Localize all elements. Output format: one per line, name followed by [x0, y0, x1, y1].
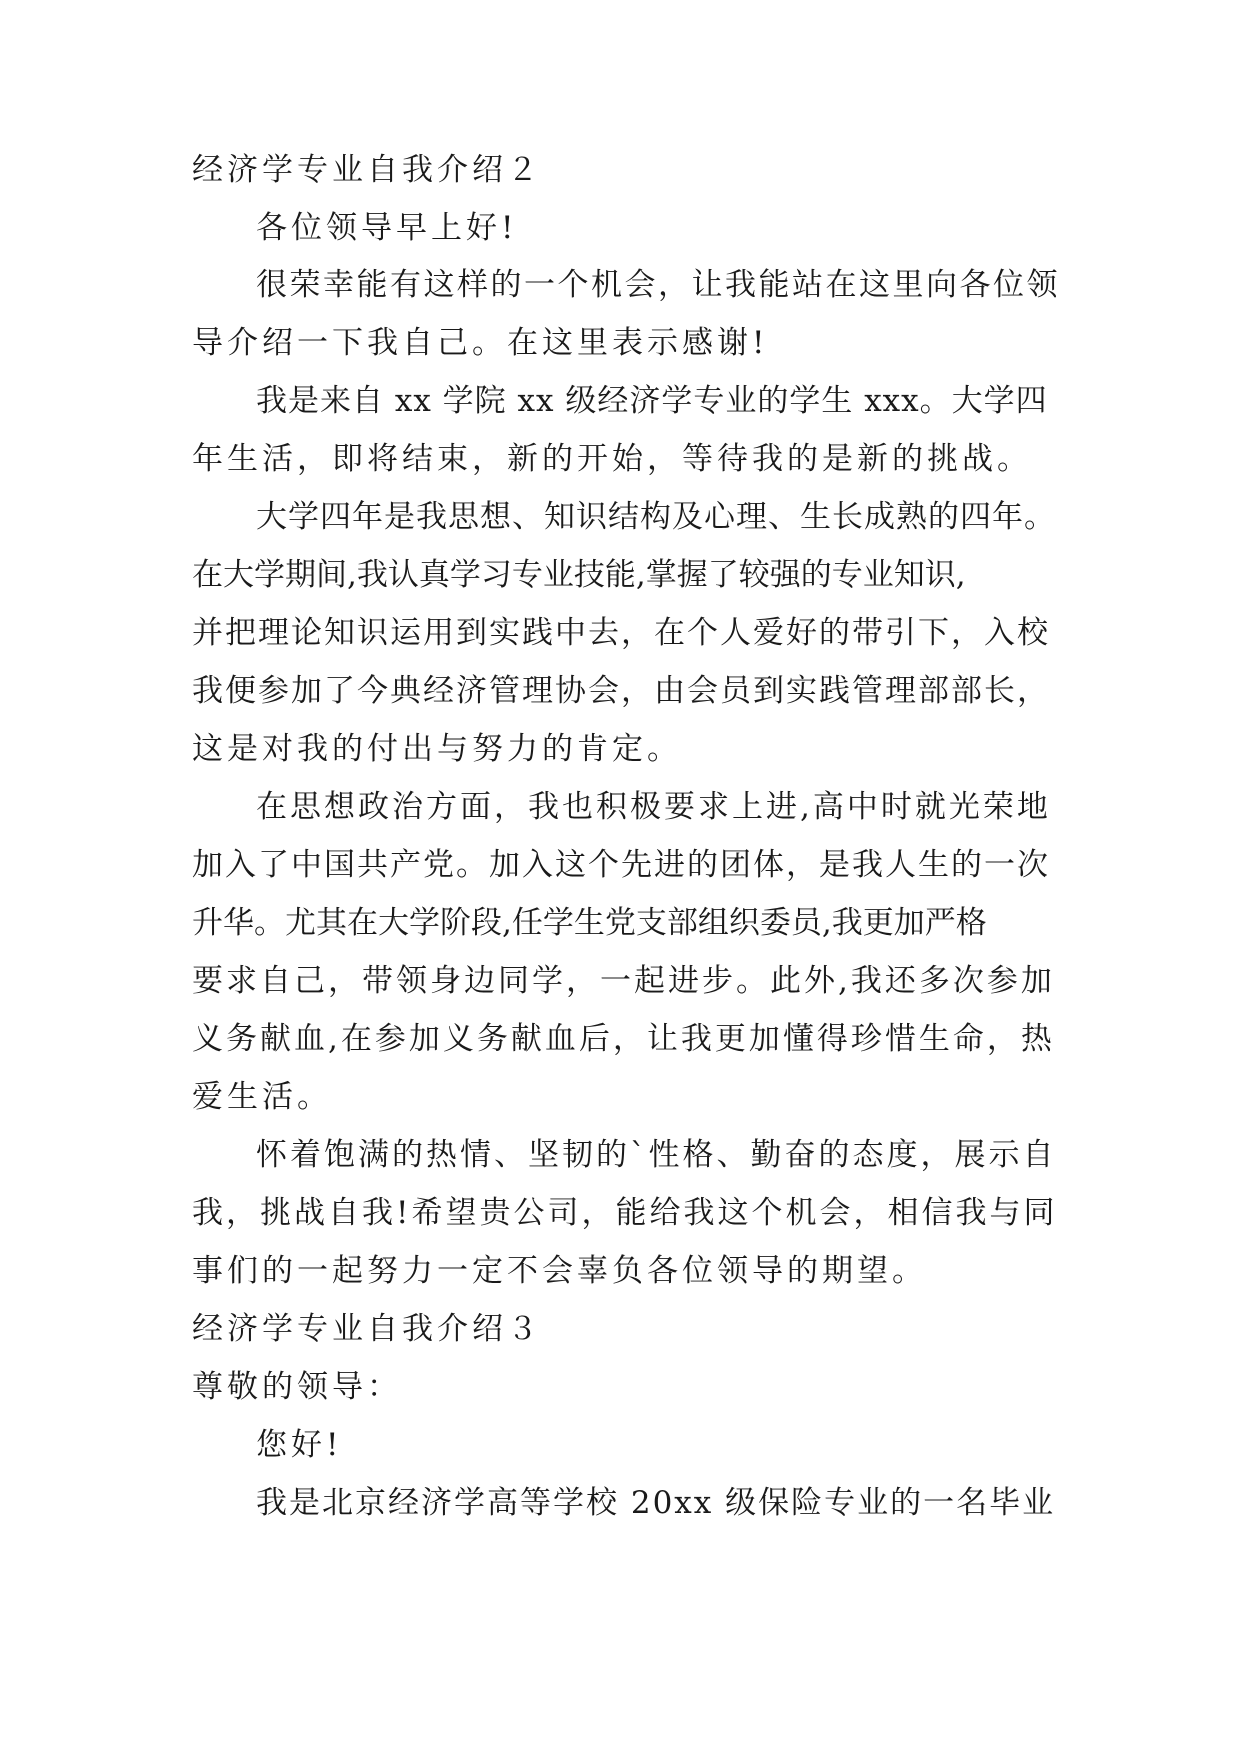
greeting: 各位领导早上好! — [256, 210, 518, 246]
paragraph-line: 义务献血,在参加义务献血后，让我更加懂得珍惜生命，热 — [192, 1021, 1055, 1057]
paragraph-line: 我是来自 xx 学院 xx 级经济学专业的学生 xxx。大学四 — [256, 383, 1048, 419]
paragraph-line: 大学四年是我思想、知识结构及心理、生长成熟的四年。 — [256, 499, 1056, 535]
section-title: 经济学专业自我介绍２ — [192, 152, 542, 188]
paragraph-line: 我便参加了今典经济管理协会，由会员到实践管理部部长， — [192, 673, 1050, 709]
paragraph-line: 在思想政治方面，我也积极要求上进,高中时就光荣地 — [256, 789, 1051, 825]
paragraph-line: 导介绍一下我自己。在这里表示感谢! — [192, 325, 769, 361]
paragraph-line: 年生活，即将结束，新的开始，等待我的是新的挑战。 — [192, 441, 1032, 477]
paragraph-line: 加入了中国共产党。加入这个先进的团体，是我人生的一次 — [192, 847, 1050, 883]
paragraph-line: 很荣幸能有这样的一个机会，让我能站在这里向各位领 — [256, 267, 1060, 303]
paragraph-line: 爱生活。 — [192, 1079, 332, 1115]
paragraph-line: 事们的一起努力一定不会辜负各位领导的期望。 — [192, 1253, 927, 1289]
paragraph-line: 我是北京经济学高等学校 20xx 级保险专业的一名毕业 — [256, 1485, 1056, 1521]
paragraph-line: 在大学期间,我认真学习专业技能,掌握了较强的专业知识, — [192, 557, 966, 593]
paragraph-line: 我，挑战自我!希望贵公司，能给我这个机会，相信我与同 — [192, 1195, 1058, 1231]
paragraph-line: 并把理论知识运用到实践中去，在个人爱好的带引下，入校 — [192, 615, 1050, 651]
paragraph-line: 这是对我的付出与努力的肯定。 — [192, 731, 682, 767]
paragraph-line: 要求自己，带领身边同学，一起进步。此外,我还多次参加 — [192, 963, 1055, 999]
paragraph-line: 怀着饱满的热情、坚韧的`性格、勤奋的态度，展示自 — [256, 1137, 1057, 1173]
salutation: 尊敬的领导： — [192, 1369, 402, 1405]
greeting: 您好! — [256, 1427, 343, 1463]
section-title: 经济学专业自我介绍３ — [192, 1311, 542, 1347]
paragraph-line: 升华。尤其在大学阶段,任学生党支部组织委员,我更加严格 — [192, 905, 987, 941]
